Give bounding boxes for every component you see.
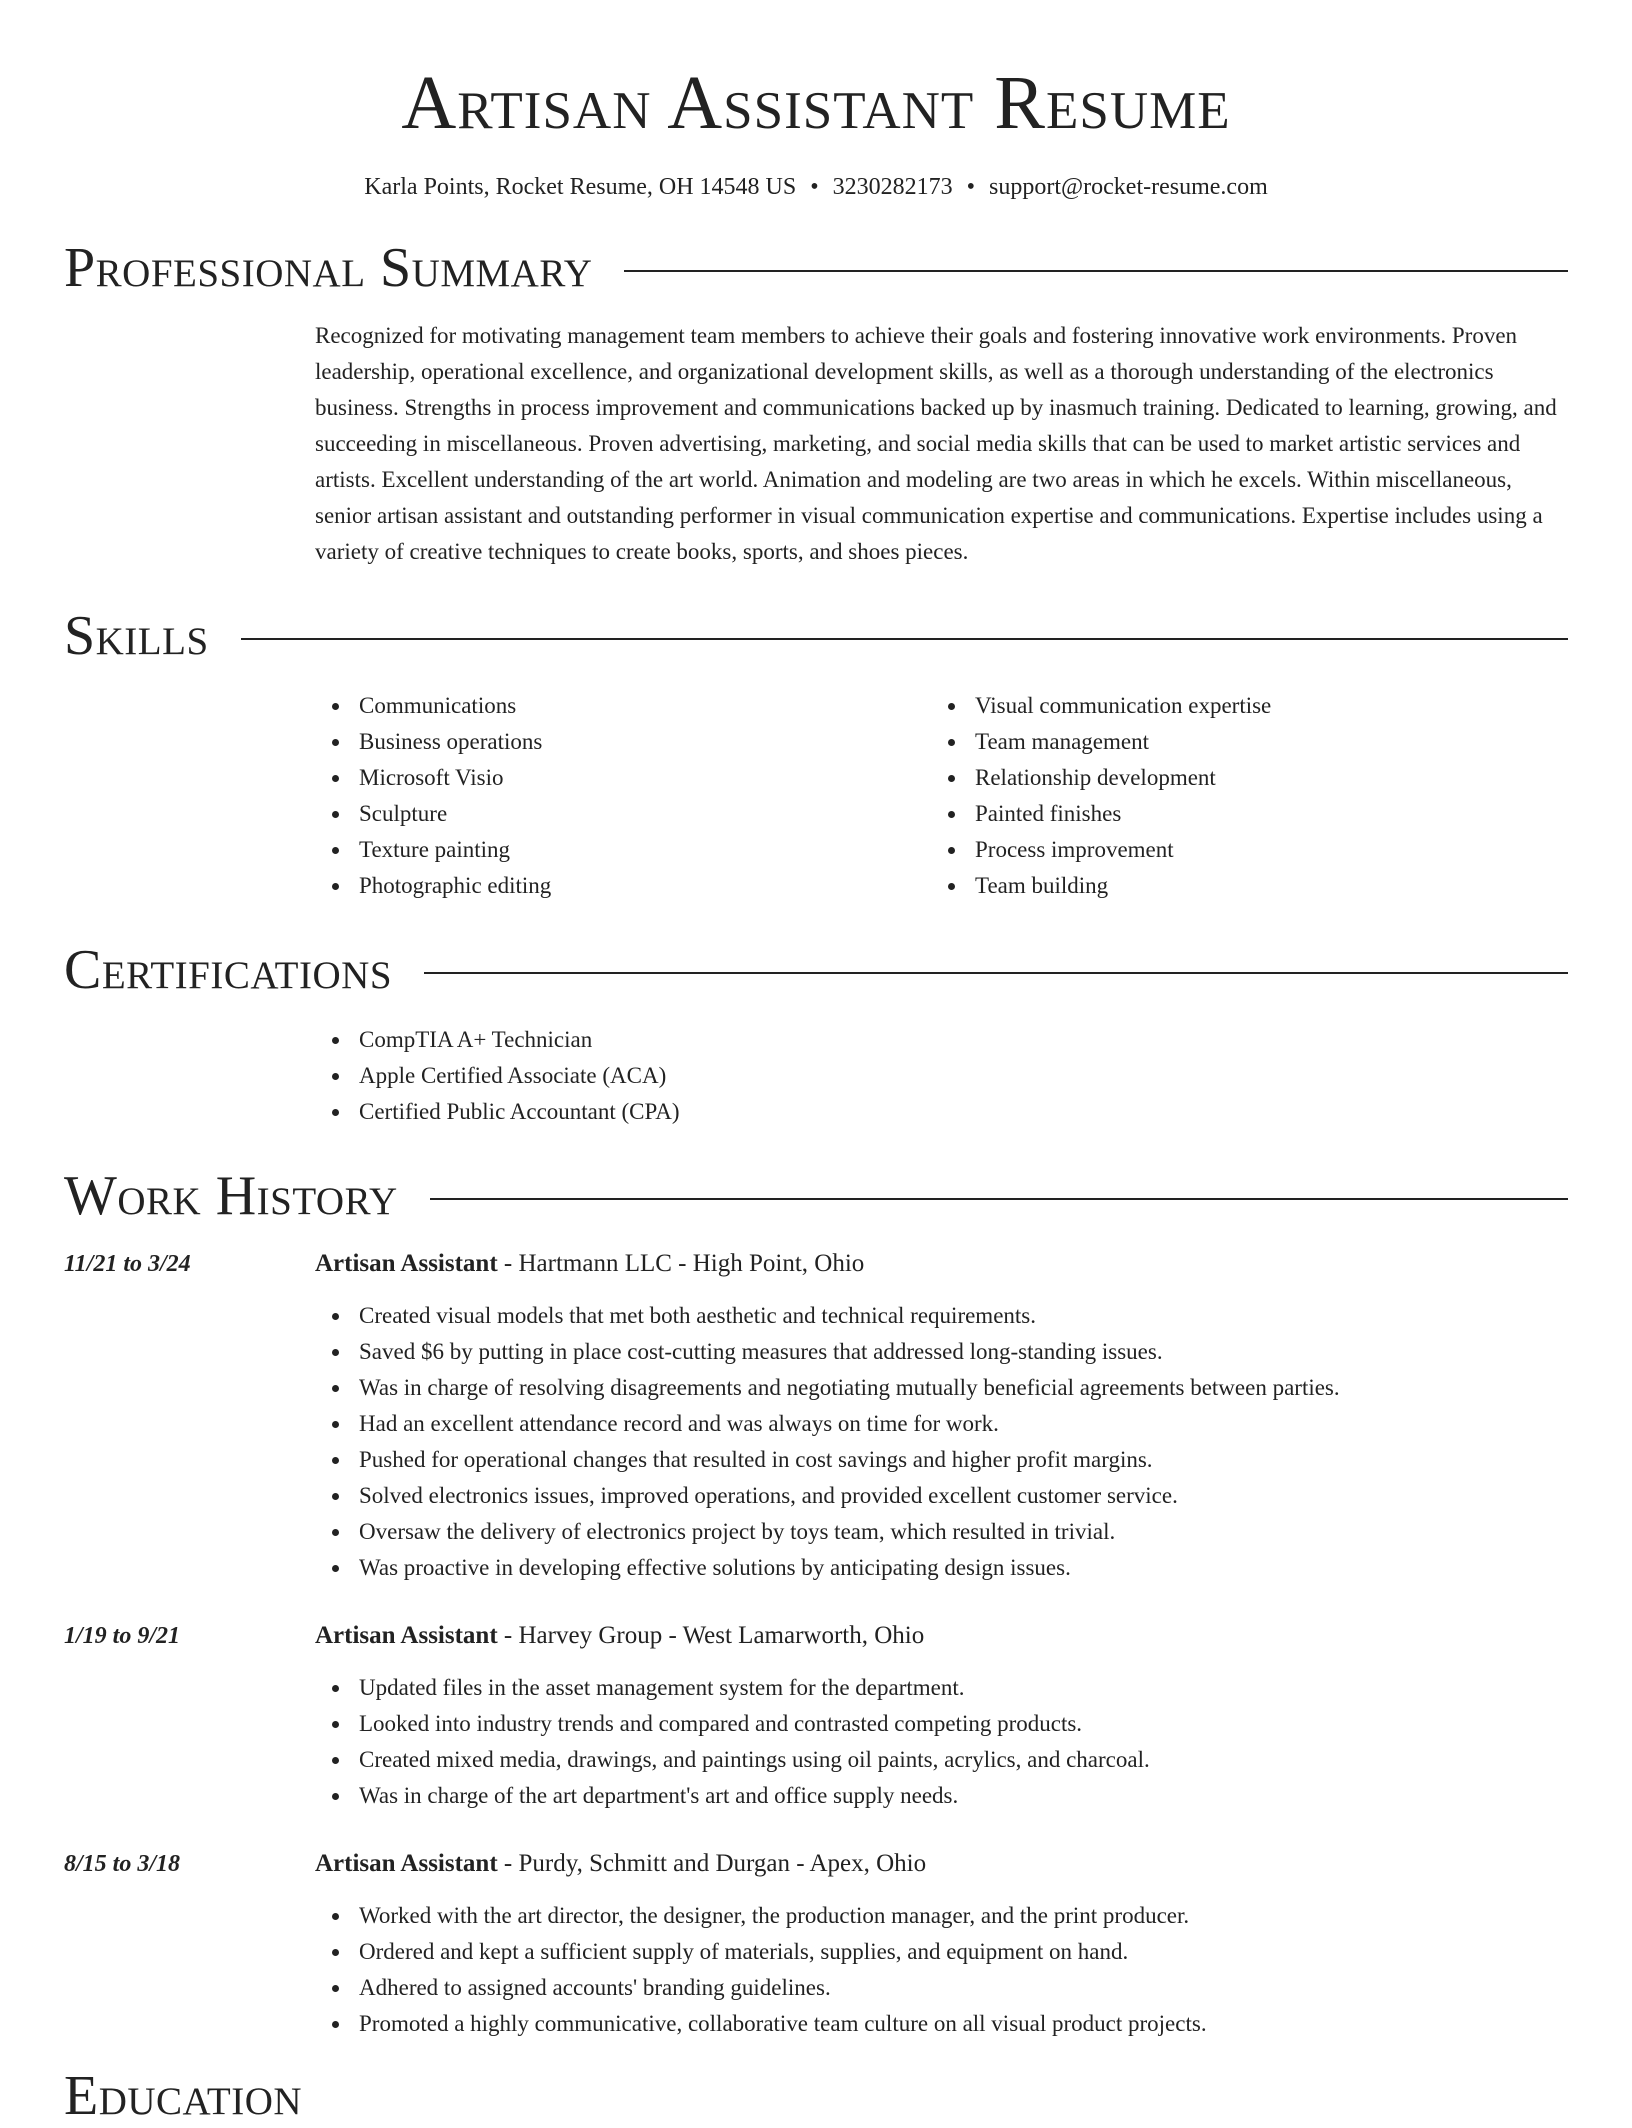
section-divider	[241, 638, 1568, 640]
job-bullet: Oversaw the delivery of electronics project by toys team, which resulted in trivial.	[359, 1514, 1568, 1550]
job-bullet: Adhered to assigned accounts' branding guidelines.	[359, 1970, 1568, 2006]
job-bullet: Solved electronics issues, improved operations, and provided excellent customer service.	[359, 1478, 1568, 1514]
certifications-section-header	[64, 938, 1568, 1002]
job-title-line	[315, 1246, 1568, 1282]
job-bullet: Was in charge of resolving disagreements and negotiating mutually beneficial agreements between parties.	[359, 1370, 1568, 1406]
job-bullet: Pushed for operational changes that resulted in cost savings and higher profit margins.	[359, 1442, 1568, 1478]
job-title-line	[315, 1846, 1568, 1882]
contact-address: Karla Points, Rocket Resume, OH 14548 US	[364, 174, 797, 200]
skill-item: Communications	[359, 688, 931, 724]
job-detail	[315, 1846, 1568, 2042]
job-bullet: Ordered and kept a sufficient supply of materials, supplies, and equipment on hand.	[359, 1934, 1568, 1970]
skill-item: Texture painting	[359, 832, 931, 868]
skills-column-left	[315, 688, 931, 904]
certification-item: Certified Public Accountant (CPA)	[359, 1094, 1568, 1130]
certifications-list	[315, 1022, 1568, 1130]
skill-item: Process improvement	[975, 832, 1547, 868]
job-title: Artisan Assistant	[315, 1850, 498, 1877]
job-title: Artisan Assistant	[315, 1622, 498, 1649]
job-bullet: Updated files in the asset management system for the department.	[359, 1670, 1568, 1706]
job-dates: 8/15 to 3/18	[64, 1851, 181, 1877]
education-section-header	[64, 2064, 1568, 2128]
skill-item: Visual communication expertise	[975, 688, 1547, 724]
job-bullet: Was in charge of the art department's art and office supply needs.	[359, 1778, 1568, 1814]
job-detail	[315, 1246, 1568, 1586]
skill-item: Microsoft Visio	[359, 760, 931, 796]
job-bullet: Was proactive in developing effective solutions by anticipating design issues.	[359, 1550, 1568, 1586]
skill-item: Painted finishes	[975, 796, 1547, 832]
contact-separator: •	[966, 174, 976, 200]
education-heading: Education	[64, 2065, 303, 2127]
skills-list	[315, 688, 1568, 904]
job-employer: - Harvey Group - West Lamarworth, Ohio	[497, 1622, 925, 1649]
certification-item: Apple Certified Associate (ACA)	[359, 1058, 1568, 1094]
certification-item: CompTIA A+ Technician	[359, 1022, 1568, 1058]
job-entry	[64, 1618, 1568, 1814]
job-entry	[64, 1846, 1568, 2042]
skills-column-right	[931, 688, 1547, 904]
skill-item: Business operations	[359, 724, 931, 760]
skill-item: Relationship development	[975, 760, 1547, 796]
job-title: Artisan Assistant	[315, 1250, 498, 1277]
skill-item: Team building	[975, 868, 1547, 904]
section-divider	[424, 972, 1568, 974]
contact-email: support@rocket-resume.com	[989, 174, 1268, 200]
skill-item: Photographic editing	[359, 868, 931, 904]
section-divider	[624, 270, 1568, 272]
job-bullet: Worked with the art director, the designer, the production manager, and the print producer.	[359, 1898, 1568, 1934]
summary-heading: Professional Summary	[64, 237, 593, 299]
skill-item: Sculpture	[359, 796, 931, 832]
job-bullet: Looked into industry trends and compared and contrasted competing products.	[359, 1706, 1568, 1742]
skills-heading: Skills	[64, 605, 209, 667]
skill-item: Team management	[975, 724, 1547, 760]
summary-text: Recognized for motivating management team members to achieve their goals and fostering innovative work environments. Proven leadership, operational excellence, and organizational development skills, as well as a thorough understanding of the electronics business. Strengths in process improvement and communications backed up by inasmuch training. Dedicated to learning, growing, and succeeding in miscellaneous. Proven advertising, marketing, and social media skills that can be used to market artistic services and artists. Excellent understanding of the art world. Animation and modeling are two areas in which he excels. Within miscellaneous, senior artisan assistant and outstanding performer in visual communication expertise and communications. Expertise includes using a variety of creative techniques to create books, sports, and shoes pieces.	[315, 323, 1557, 564]
job-bullet: Created mixed media, drawings, and paintings using oil paints, acrylics, and charcoal.	[359, 1742, 1568, 1778]
job-employer: - Hartmann LLC - High Point, Ohio	[497, 1250, 865, 1277]
contact-separator: •	[810, 174, 819, 200]
contact-line	[64, 172, 1568, 202]
job-bullet: Saved $6 by putting in place cost-cutting measures that addressed long-standing issues.	[359, 1334, 1568, 1370]
job-dates: 1/19 to 9/21	[64, 1623, 181, 1649]
contact-phone: 3230282173	[832, 174, 953, 200]
work-history-section-header	[64, 1164, 1568, 1228]
work-history-heading: Work History	[64, 1165, 398, 1227]
job-bullet: Had an excellent attendance record and was always on time for work.	[359, 1406, 1568, 1442]
job-employer: - Purdy, Schmitt and Durgan - Apex, Ohio	[497, 1850, 927, 1877]
job-dates: 11/21 to 3/24	[64, 1251, 191, 1277]
resume-title: Artisan Assistant Resume	[401, 61, 1231, 145]
job-detail	[315, 1618, 1568, 1814]
job-bullet: Created visual models that met both aesthetic and technical requirements.	[359, 1298, 1568, 1334]
summary-section-header	[64, 236, 1568, 300]
job-entry	[64, 1246, 1568, 1586]
section-divider	[430, 1198, 1568, 1200]
skills-section-header	[64, 604, 1568, 668]
job-title-line	[315, 1618, 1568, 1654]
job-bullet: Promoted a highly communicative, collaborative team culture on all visual product projects.	[359, 2006, 1568, 2042]
certifications-heading: Certifications	[64, 939, 393, 1001]
